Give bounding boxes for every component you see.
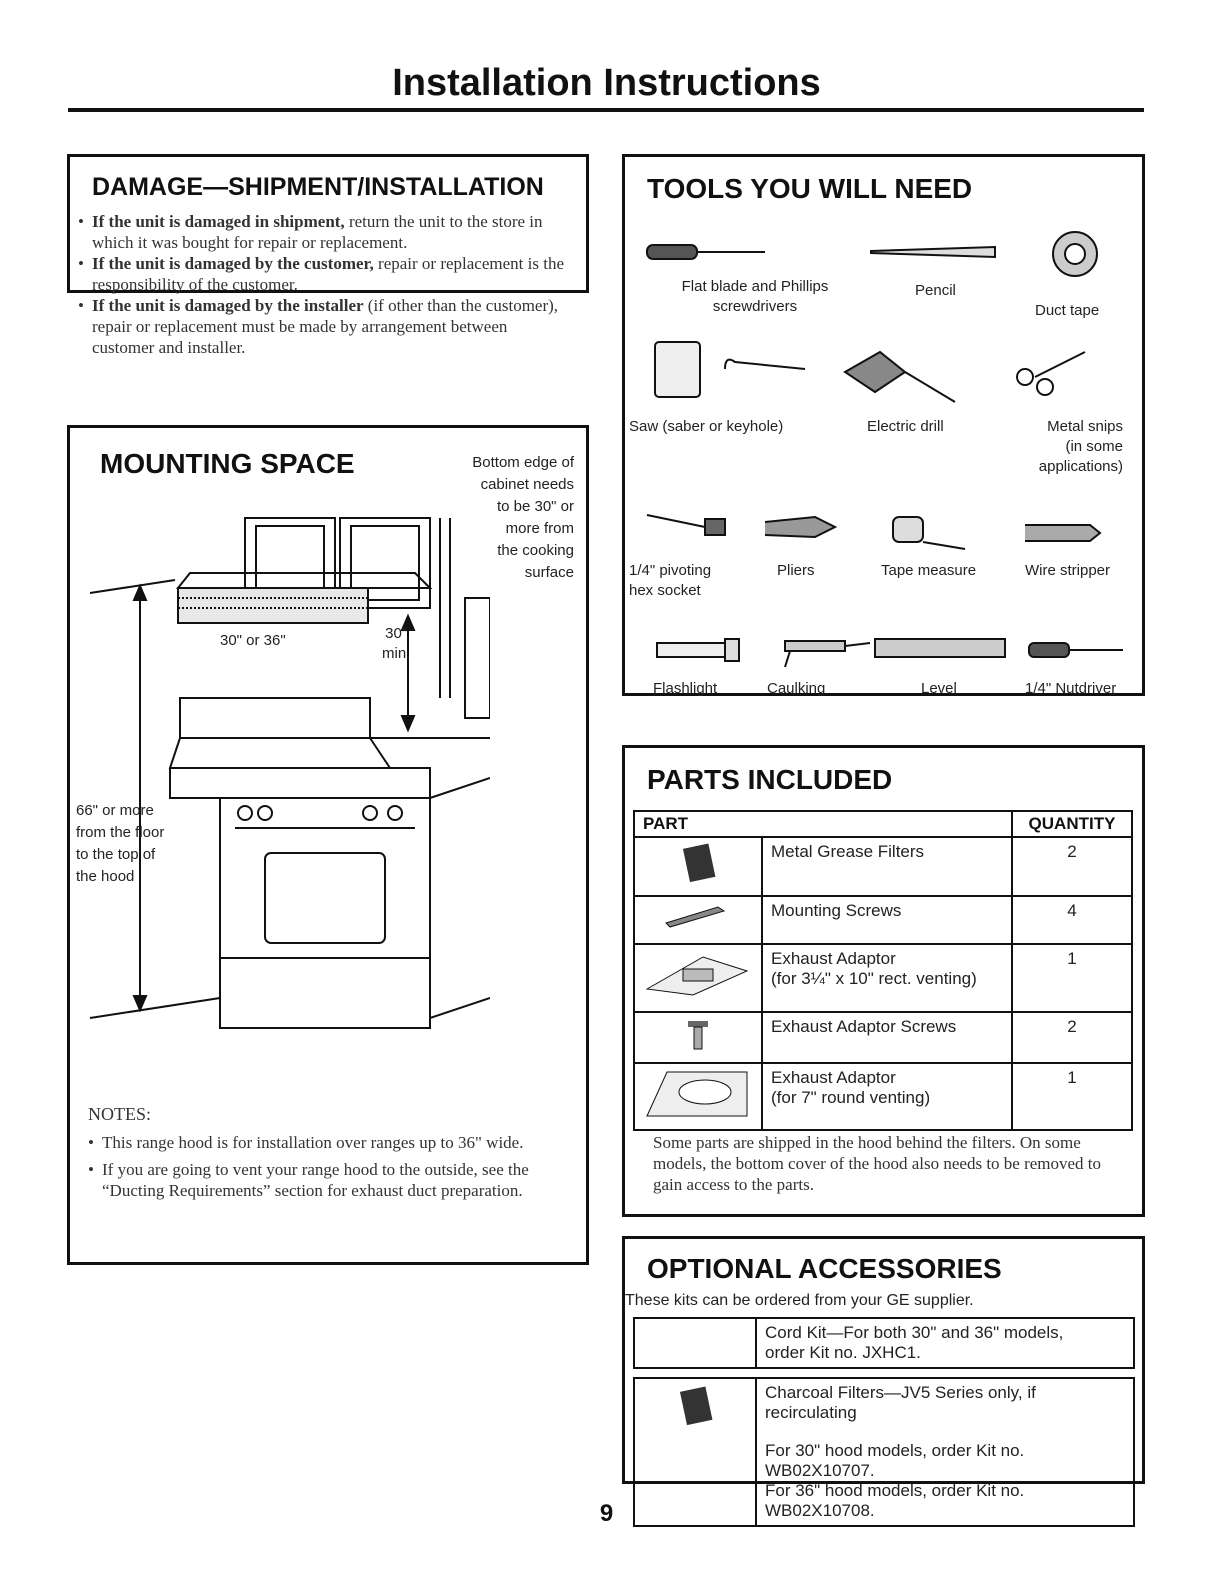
tool-pliers: Pliers bbox=[777, 562, 815, 579]
mounting-section bbox=[67, 425, 589, 1265]
screwdriver-icon bbox=[647, 245, 765, 259]
damage-item-installer bbox=[78, 295, 570, 358]
note-item: • If you are going to vent your range hood to the outside, see the “Ducting Requirements” section for exhaust duct preparation. bbox=[88, 1159, 558, 1201]
charcoal-text: Charcoal Filters—JV5 Series only, if recirculating For 30" hood models, order Kit no. WB02X10707. For 36" hood models, order Kit no. WB02X10708. bbox=[756, 1378, 1134, 1526]
note-item: • This range hood is for installation over ranges up to 36" wide. bbox=[88, 1132, 558, 1153]
accessories-intro: These kits can be ordered from your GE supplier. bbox=[625, 1292, 974, 1309]
damage-section bbox=[67, 154, 589, 357]
table-row bbox=[634, 1012, 1132, 1063]
flashlight-icon bbox=[657, 639, 739, 661]
caulking-gun-icon bbox=[785, 641, 870, 667]
table-row bbox=[634, 1318, 1134, 1368]
mounting-heading: MOUNTING SPACE bbox=[100, 448, 355, 479]
nutdriver-icon bbox=[1029, 643, 1123, 657]
col-part: PART bbox=[634, 811, 1012, 837]
title-rule bbox=[68, 108, 1144, 112]
tool-wire-stripper: Wire stripper bbox=[1025, 562, 1111, 579]
pencil-icon bbox=[871, 247, 995, 257]
part-name: Exhaust Adaptor Screws bbox=[762, 1012, 1012, 1063]
parts-section bbox=[622, 745, 1145, 1217]
hex-socket-icon bbox=[647, 515, 725, 535]
notes-list bbox=[88, 1132, 558, 1201]
tool-nutdriver: 1/4" Nutdriver bbox=[1025, 680, 1117, 697]
damage-list bbox=[78, 211, 570, 358]
grease-filter-icon bbox=[634, 837, 762, 896]
tools-section bbox=[622, 154, 1145, 696]
screw-icon bbox=[634, 896, 762, 944]
table-row bbox=[634, 1063, 1132, 1130]
damage-item-lead: If the unit is damaged by the customer, bbox=[92, 254, 374, 273]
width-label: 30" or 36" bbox=[220, 632, 286, 649]
tool-saw: Saw (saber or keyhole) bbox=[629, 418, 784, 435]
tool-duct-tape: Duct tape bbox=[1035, 302, 1100, 319]
parts-table bbox=[633, 810, 1133, 1131]
tool-flashlight: Flashlight bbox=[653, 680, 718, 697]
duct-tape-icon bbox=[1053, 232, 1097, 276]
damage-item-shipment bbox=[78, 211, 570, 253]
part-name: Exhaust Adaptor (for 7" round venting) bbox=[762, 1063, 1012, 1130]
level-icon bbox=[875, 639, 1005, 657]
tool-tape-measure: Tape measure bbox=[881, 562, 977, 579]
parts-note: Some parts are shipped in the hood behind the filters. On some models, the bottom cover of the hood also needs to be removed to gain access to the parts. bbox=[653, 1133, 1102, 1194]
damage-heading: DAMAGE—SHIPMENT/INSTALLATION bbox=[92, 173, 544, 201]
damage-item-lead: If the unit is damaged in shipment, bbox=[92, 212, 345, 231]
table-row bbox=[634, 944, 1132, 1012]
part-name: Mounting Screws bbox=[762, 896, 1012, 944]
part-qty: 1 bbox=[1012, 1063, 1132, 1130]
part-name: Metal Grease Filters bbox=[762, 837, 1012, 896]
cord-kit-text: Cord Kit—For both 30" and 36" models, order Kit no. JXHC1. bbox=[756, 1318, 1134, 1368]
cord-kit-image bbox=[634, 1318, 756, 1368]
rect-adaptor-icon bbox=[634, 944, 762, 1012]
metal-snips-icon bbox=[1017, 352, 1085, 395]
tape-measure-icon bbox=[893, 517, 965, 549]
mounting-diagram bbox=[70, 488, 490, 1088]
part-qty: 2 bbox=[1012, 1012, 1132, 1063]
table-row bbox=[634, 837, 1132, 896]
saw-icon bbox=[655, 342, 805, 397]
tool-socket: 1/4" pivoting hex socket bbox=[629, 562, 712, 599]
table-row bbox=[634, 896, 1132, 944]
damage-item-customer bbox=[78, 253, 570, 295]
accessories-heading: OPTIONAL ACCESSORIES bbox=[647, 1253, 1002, 1284]
part-qty: 2 bbox=[1012, 837, 1132, 896]
tool-level: Level bbox=[921, 680, 957, 697]
tool-pencil: Pencil bbox=[915, 282, 956, 299]
damage-item-text: repair or replacement is the responsibility of the customer. bbox=[92, 254, 564, 294]
part-name: Exhaust Adaptor (for 3¼" x 10" rect. venting) bbox=[762, 944, 1012, 1012]
part-qty: 4 bbox=[1012, 896, 1132, 944]
parts-heading: PARTS INCLUDED bbox=[647, 764, 893, 795]
damage-item-text: return the unit to the store in which it was bought for repair or replacement. bbox=[92, 212, 543, 252]
part-qty: 1 bbox=[1012, 944, 1132, 1012]
page-number: 9 bbox=[599, 1500, 614, 1527]
accessories-table-cord bbox=[633, 1317, 1135, 1369]
wire-stripper-icon bbox=[1025, 525, 1100, 541]
min-label: 30" min. bbox=[382, 625, 411, 662]
drill-icon bbox=[845, 352, 955, 402]
damage-item-text: (if other than the customer), repair or replacement must be made by arrangement between customer and installer. bbox=[92, 296, 559, 357]
tools-heading: TOOLS YOU WILL NEED bbox=[647, 173, 973, 204]
damage-item-lead: If the unit is damaged by the installer bbox=[92, 296, 364, 315]
floor-label: 66" or more from the floor to the top of the hood bbox=[76, 802, 165, 885]
cabinet-note: Bottom edge of cabinet needs to be 30" or more from the cooking surface bbox=[472, 454, 574, 581]
accessories-section bbox=[622, 1236, 1145, 1520]
adaptor-screw-icon bbox=[634, 1012, 762, 1063]
col-quantity: QUANTITY bbox=[1012, 811, 1132, 837]
tool-screwdrivers: Flat blade and Phillips screwdrivers bbox=[681, 278, 829, 315]
tool-drill: Electric drill bbox=[867, 418, 944, 435]
tool-caulking: Caulking bbox=[767, 680, 826, 697]
tool-snips: Metal snips (in some applications) bbox=[1038, 418, 1123, 475]
page-title: Installation Instructions bbox=[392, 62, 821, 104]
round-adaptor-icon bbox=[634, 1063, 762, 1130]
notes-heading: NOTES: bbox=[88, 1104, 151, 1124]
pliers-icon bbox=[765, 517, 835, 537]
